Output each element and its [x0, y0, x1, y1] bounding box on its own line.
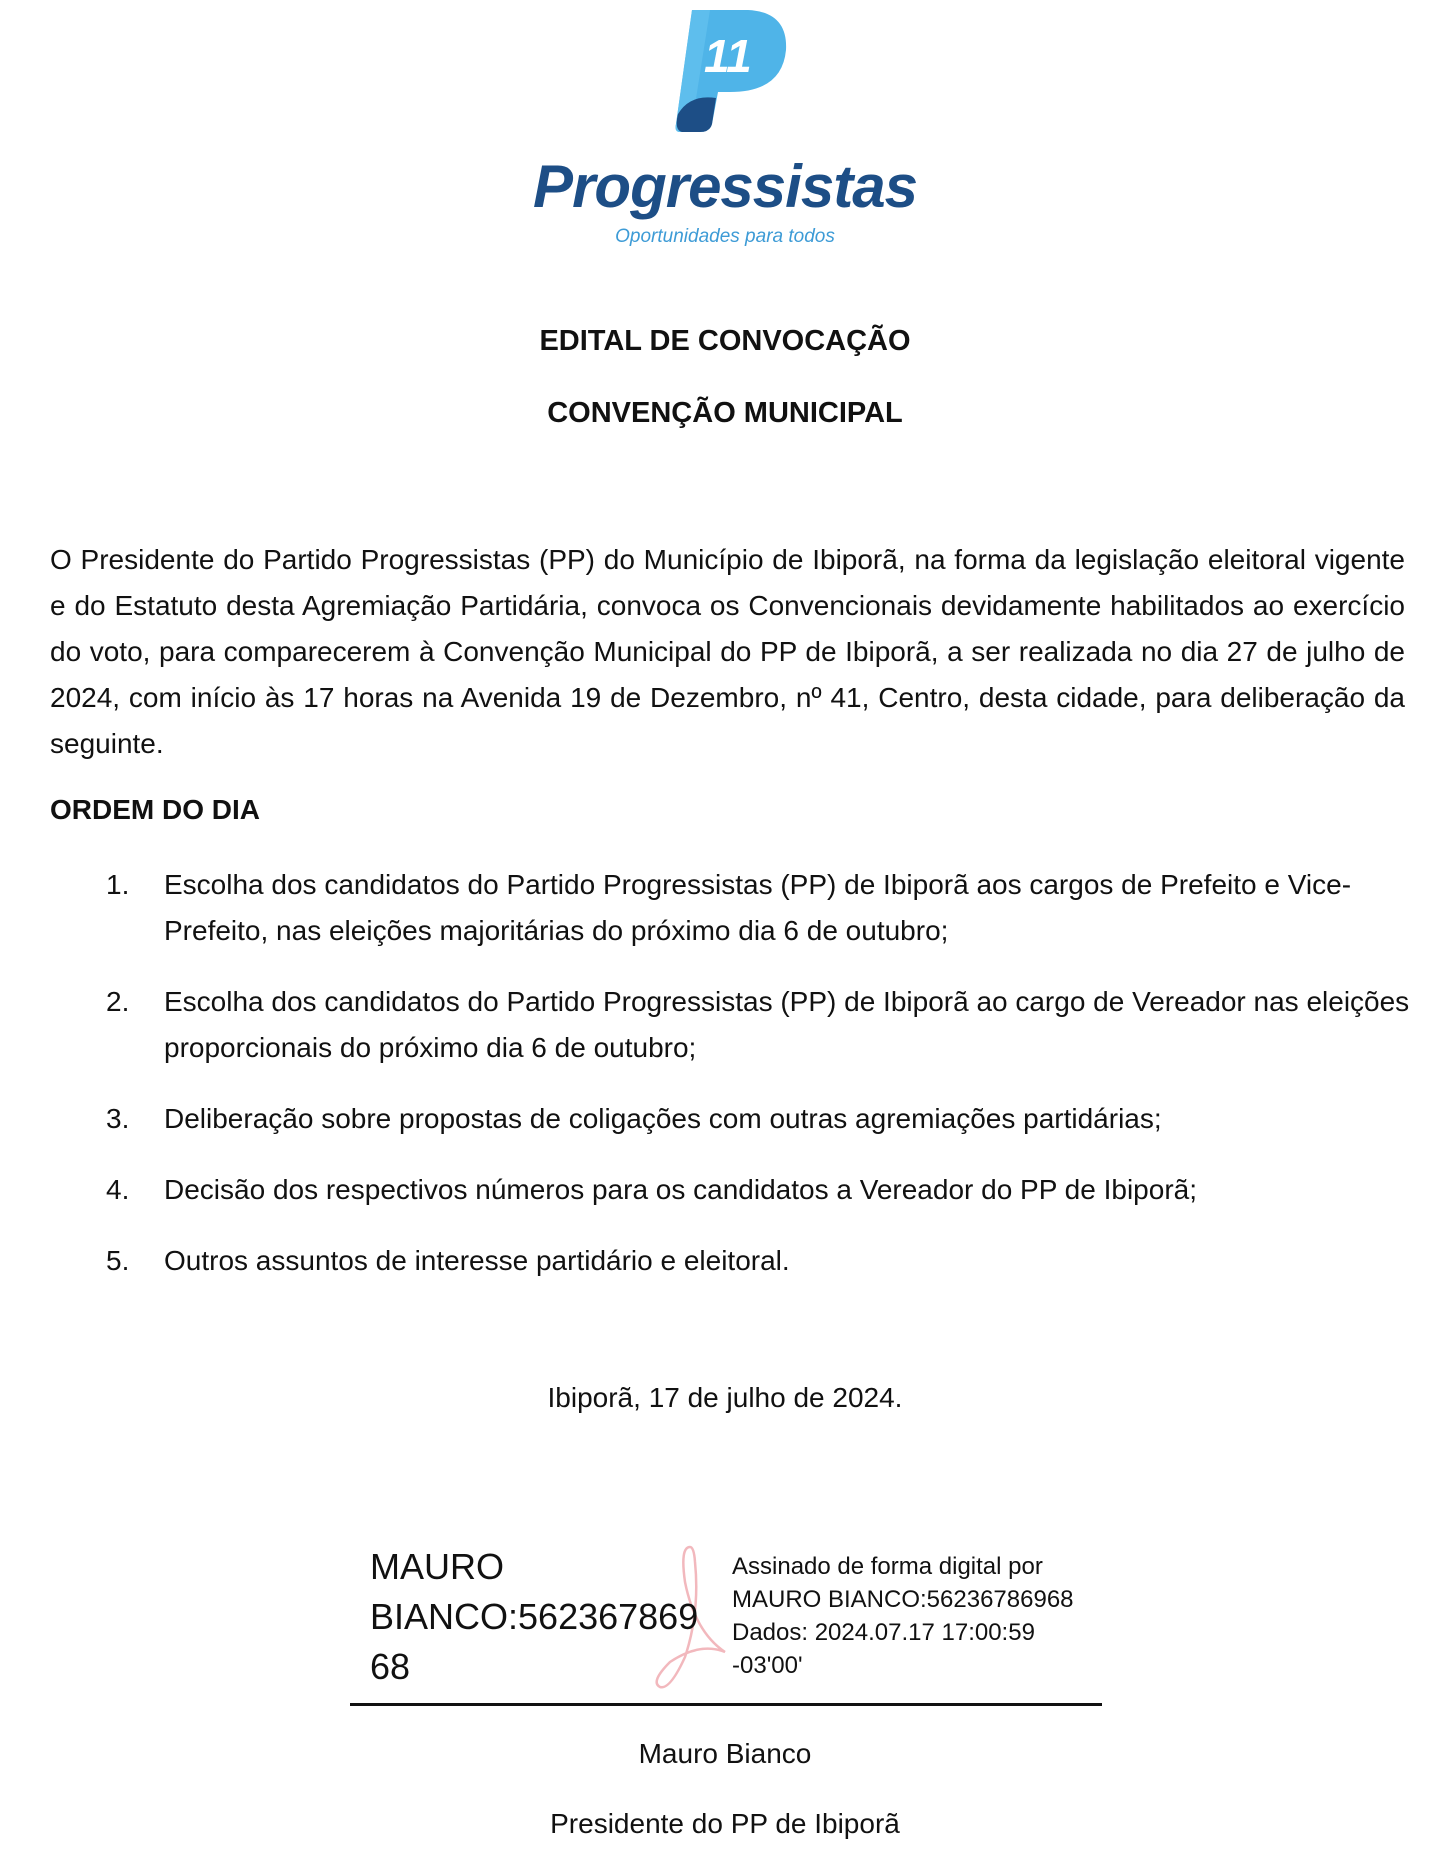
- signature-details: [732, 1550, 1092, 1682]
- document-subtitle: CONVENÇÃO MUNICIPAL: [547, 397, 903, 429]
- logo-number: 11: [704, 30, 752, 82]
- signature-name-line: MAURO: [370, 1546, 504, 1587]
- agenda-item-number: 3.: [106, 1103, 130, 1134]
- signature-name: [370, 1542, 730, 1692]
- agenda-item-number: 1.: [106, 869, 130, 900]
- signature-name-line: 68: [370, 1646, 411, 1687]
- signature-line: [350, 1703, 1102, 1706]
- signature-name-line: BIANCO:562367869: [370, 1596, 699, 1637]
- agenda-item-number: 2.: [106, 986, 130, 1017]
- signature-detail-line: Assinado de forma digital por: [732, 1553, 1043, 1580]
- agenda-heading: ORDEM DO DIA: [50, 794, 260, 825]
- digital-signature-block: [370, 1542, 1090, 1692]
- signer-name: Mauro Bianco: [638, 1738, 812, 1769]
- agenda-item-text: Outros assuntos de interesse partidário e eleitoral.: [164, 1245, 790, 1276]
- agenda-item-text: Escolha dos candidatos do Partido Progressistas (PP) de Ibiporã aos cargos de Prefeito e Vice-Prefeito, nas eleições majoritárias do próximo dia 6 de outubro;: [164, 869, 1352, 946]
- agenda-item-number: 4.: [106, 1174, 130, 1205]
- convocation-paragraph: O Presidente do Partido Progressistas (PP) do Município de Ibiporã, na forma da legislação eleitoral vigente e do Estatuto desta Agremiação Partidária, convoca os Convencionais devidamente habilitados ao exercício do voto, para comparecerem à Convenção Municipal do PP de Ibiporã, a ser realizada no dia 27 de julho de 2024, com início às 17 horas na Avenida 19 de Dezembro, nº 41, Centro, desta cidade, para deliberação da seguinte.: [50, 544, 1405, 759]
- agenda-item-number: 5.: [106, 1245, 130, 1276]
- document-title: EDITAL DE CONVOCAÇÃO: [539, 325, 911, 357]
- agenda-item: [50, 1238, 1410, 1284]
- signature-detail-line: Dados: 2024.07.17 17:00:59: [732, 1619, 1035, 1646]
- agenda-item: [50, 1096, 1410, 1142]
- agenda-item: [50, 1167, 1410, 1213]
- agenda-item-text: Decisão dos respectivos números para os candidatos a Vereador do PP de Ibiporã;: [164, 1174, 1197, 1205]
- logo-wordmark: Progressistas: [533, 153, 917, 220]
- logo-tagline: Oportunidades para todos: [615, 226, 835, 247]
- signer-role: Presidente do PP de Ibiporã: [550, 1808, 900, 1839]
- agenda-item: [50, 979, 1410, 1071]
- agenda-list: [50, 862, 1410, 1309]
- place-date: Ibiporã, 17 de julho de 2024.: [547, 1382, 903, 1413]
- agenda-item-text: Deliberação sobre propostas de coligações com outras agremiações partidárias;: [164, 1103, 1162, 1134]
- agenda-item-text: Escolha dos candidatos do Partido Progressistas (PP) de Ibiporã ao cargo de Vereador nas eleições proporcionais do próximo dia 6 de outubro;: [164, 986, 1410, 1063]
- agenda-item: [50, 862, 1410, 954]
- signature-detail-line: -03'00': [732, 1652, 803, 1679]
- party-logo: [520, 0, 930, 255]
- signature-detail-line: MAURO BIANCO:56236786968: [732, 1586, 1074, 1613]
- p11-logo-icon: [670, 6, 790, 136]
